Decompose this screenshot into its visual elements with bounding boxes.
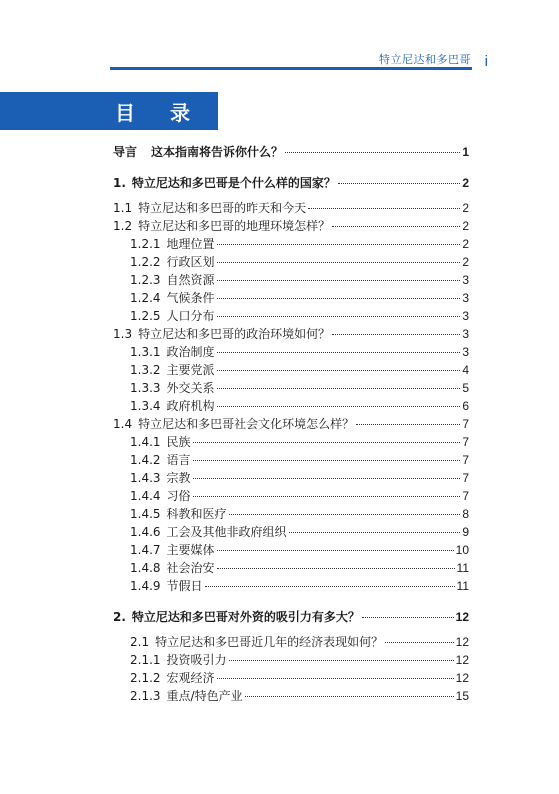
toc-entry-number: 1.2.1 [130,237,161,251]
toc-entry-title: 这本指南将告诉你什么？ [151,145,284,159]
dot-leader [193,460,461,461]
toc-entry-number: 2. [113,610,126,624]
toc-entry[interactable] [130,524,469,540]
toc-entry-page: 2 [462,219,469,233]
toc-entry[interactable] [113,144,469,160]
toc-entry-title: 气候条件 [166,291,215,305]
toc-entry-page: 3 [462,345,469,359]
toc-entry-title: 特立尼达和多巴哥社会文化环境怎么样？ [138,417,355,431]
toc-entry-number: 1.4.6 [130,525,161,539]
toc-entry-title: 特立尼达和多巴哥的地理环境怎样？ [138,219,331,233]
toc-entry-title: 自然资源 [166,273,215,287]
toc-entry-number: 1.2.5 [130,309,161,323]
toc-entry-page: 2 [462,176,469,190]
toc-entry-number: 2.1.3 [130,689,161,703]
toc-entry-number: 1. [113,176,126,190]
dot-leader [217,388,461,389]
running-title: 特立尼达和多巴哥 [379,53,471,66]
toc-entry-page: 5 [462,381,469,395]
toc-entry[interactable] [130,398,469,414]
dot-leader [217,550,454,551]
dot-leader [245,696,454,697]
toc-entry-title: 外交关系 [166,381,215,395]
toc-entry-title: 特立尼达和多巴哥是个什么样的国家？ [131,176,336,190]
toc-entry[interactable] [113,326,469,342]
toc-entry[interactable] [130,452,469,468]
dot-leader [217,370,461,371]
dot-leader [193,496,461,497]
toc-entry-title: 政府机构 [166,399,215,413]
dot-leader [217,280,461,281]
page-number: i [484,53,488,70]
toc-entry-page: 3 [462,291,469,305]
toc-entry[interactable] [113,175,469,191]
toc-entry-number: 2.1.2 [130,671,161,685]
toc-entry-title: 特立尼达和多巴哥的政治环境如何？ [138,327,331,341]
toc-entry[interactable] [130,308,469,324]
header-rule [110,67,472,70]
dot-leader [308,208,460,209]
toc-entry-number: 1.2.2 [130,255,161,269]
toc-entry-page: 3 [462,309,469,323]
toc-entry[interactable] [130,670,469,686]
dot-leader [217,316,461,317]
toc-entry[interactable] [130,688,469,704]
toc-entry-number: 1.2 [113,219,133,233]
toc-entry-title: 政治制度 [166,345,215,359]
toc-entry-title: 宗教 [166,471,191,485]
toc-entry[interactable] [130,380,469,396]
toc-entry-page: 7 [462,417,469,431]
dot-leader [217,678,454,679]
toc-entry-number: 1.3.3 [130,381,161,395]
toc-entry[interactable] [130,634,469,650]
toc-entry-page: 4 [462,363,469,377]
toc-entry-page: 11 [456,561,469,575]
dot-leader [217,568,455,569]
toc-entry-title: 投资吸引力 [166,653,227,667]
toc-entry-title: 特立尼达和多巴哥对外资的吸引力有多大？ [131,610,360,624]
toc-entry-page: 7 [462,489,469,503]
toc-entry[interactable] [113,416,469,432]
toc-entry-number: 导言 [113,145,138,159]
toc-entry[interactable] [113,609,469,625]
toc-entry-page: 2 [462,255,469,269]
toc-entry[interactable] [130,362,469,378]
toc-entry[interactable] [130,542,469,558]
toc-entry[interactable] [130,344,469,360]
dot-leader [229,660,454,661]
dot-leader [193,442,461,443]
toc-entry-number: 1.4.5 [130,507,161,521]
dot-leader [385,642,454,643]
toc-entry-number: 1.1 [113,201,133,215]
toc-entry-number: 1.2.3 [130,273,161,287]
dot-leader [217,298,461,299]
toc-entry-title: 特立尼达和多巴哥的昨天和今天 [138,201,307,215]
dot-leader [217,352,461,353]
dot-leader [217,244,461,245]
toc-entry-page: 2 [462,237,469,251]
toc-entry[interactable] [130,272,469,288]
toc-entry-page: 6 [462,399,469,413]
toc-entry-title: 语言 [166,453,191,467]
toc-entry-title: 地理位置 [166,237,215,251]
toc-entry-number: 2.1 [130,635,150,649]
toc-entry-number: 1.4.7 [130,543,161,557]
dot-leader [205,586,455,587]
toc-entry-title: 主要党派 [166,363,215,377]
toc-entry-page: 10 [455,543,469,557]
toc-entry-page: 9 [462,525,469,539]
toc-entry-number: 1.3.1 [130,345,161,359]
toc-entry-number: 1.4.3 [130,471,161,485]
toc-entry-title: 节假日 [166,579,203,593]
dot-leader [362,617,454,618]
toc-entry-title: 社会治安 [166,561,215,575]
toc-entry[interactable] [130,560,469,576]
toc-entry-number: 1.4.8 [130,561,161,575]
toc-entry-page: 2 [462,201,469,215]
toc-entry-page: 7 [462,435,469,449]
toc-entry[interactable] [130,290,469,306]
toc-entry[interactable] [130,506,469,522]
toc-entry-number: 1.4.4 [130,489,161,503]
toc-entry-page: 15 [455,689,469,703]
dot-leader [285,152,460,153]
toc-entry[interactable] [113,218,469,234]
dot-leader [229,514,461,515]
toc-entry[interactable] [130,578,469,594]
toc-entry[interactable] [130,652,469,668]
toc-entry-page: 8 [462,507,469,521]
toc-entry-page: 3 [462,327,469,341]
toc-entry-number: 1.3.4 [130,399,161,413]
toc-entry-title: 习俗 [166,489,191,503]
toc-entry-title: 工会及其他非政府组织 [166,525,287,539]
toc-entry-page: 3 [462,273,469,287]
toc-entry-number: 1.4.9 [130,579,161,593]
toc-title: 目 录 [115,101,204,125]
dot-leader [289,532,461,533]
toc-entry-number: 1.3.2 [130,363,161,377]
toc-entry-number: 1.4.2 [130,453,161,467]
toc-entry[interactable] [130,434,469,450]
toc-entry-title: 特立尼达和多巴哥近几年的经济表现如何？ [155,635,384,649]
dot-leader [338,183,460,184]
toc-entry[interactable] [130,470,469,486]
toc-entry-page: 12 [455,610,469,624]
toc-entry-number: 1.2.4 [130,291,161,305]
toc-entry-title: 主要媒体 [166,543,215,557]
toc-entry-page: 1 [462,145,469,159]
dot-leader [217,262,461,263]
toc-entry-number: 2.1.1 [130,653,161,667]
toc-entry-title: 人口分布 [166,309,215,323]
dot-leader [332,226,460,227]
toc-entry-title: 民族 [166,435,191,449]
toc-entry[interactable] [130,236,469,252]
toc-entry-title: 宏观经济 [166,671,215,685]
toc-entry-page: 7 [462,453,469,467]
dot-leader [193,478,461,479]
toc-entry[interactable] [130,254,469,270]
dot-leader [356,424,460,425]
toc-entry-page: 7 [462,471,469,485]
toc-entry-title: 重点/特色产业 [166,689,243,703]
toc-entry-number: 1.4 [113,417,133,431]
toc-entry-number: 1.3 [113,327,133,341]
toc-entry[interactable] [130,488,469,504]
toc-entry-page: 12 [455,653,469,667]
toc-entry-number: 1.4.1 [130,435,161,449]
toc-entry-title: 行政区划 [166,255,215,269]
toc-entry-title: 科教和医疗 [166,507,227,521]
toc-entry-page: 12 [455,671,469,685]
toc-entry-page: 12 [455,635,469,649]
toc-entry[interactable] [113,200,469,216]
dot-leader [332,334,460,335]
dot-leader [217,406,461,407]
toc-entry-page: 11 [456,579,469,593]
